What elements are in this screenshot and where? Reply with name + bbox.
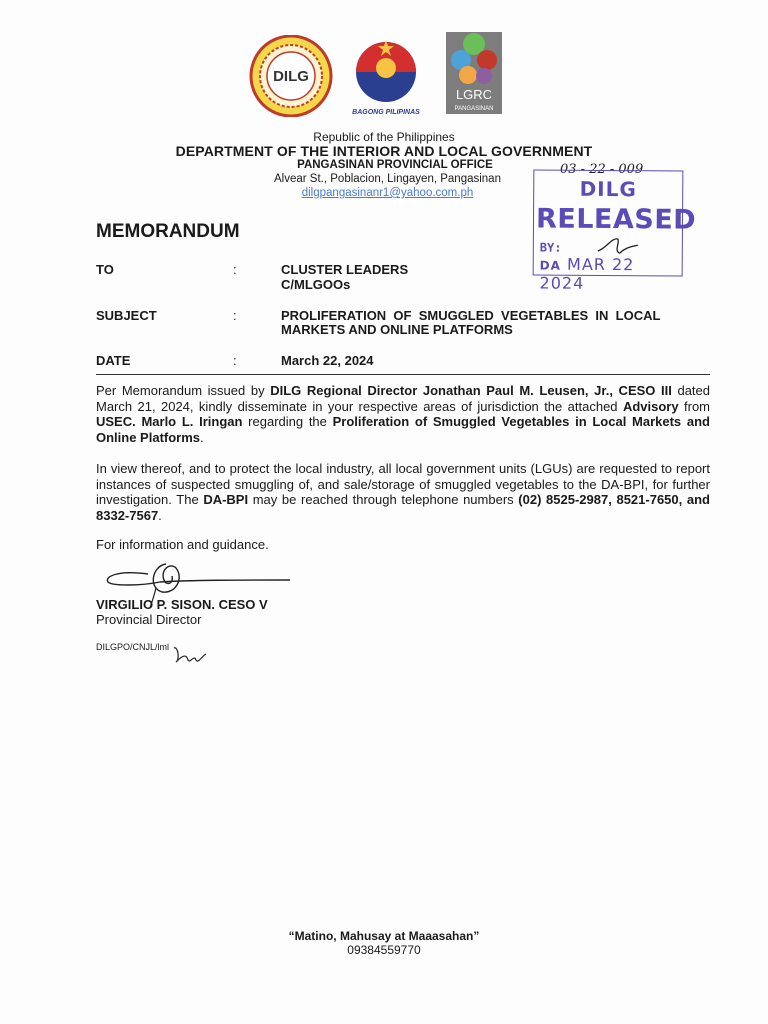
to-line-2: C/MLGOOs [281, 277, 351, 292]
stamp-initial-signature [594, 233, 644, 257]
reference-code: DILGPO/CNJL/lml [96, 642, 170, 652]
to-colon: : [233, 262, 237, 277]
provincial-office: PANGASINAN PROVINCIAL OFFICE [297, 159, 493, 171]
subject-line-2: MARKETS AND ONLINE PLATFORMS [281, 322, 513, 337]
subject-line-1: PROLIFERATION OF SMUGGLED VEGETABLES IN LOCAL [281, 308, 661, 323]
body-paragraph-3: For information and guidance. [96, 537, 269, 552]
signatory-title: Provincial Director [96, 612, 202, 627]
p2-phone-numbers: (02) 8525-2987, 8521-7650, and 8332-7567 [96, 492, 710, 523]
subject-colon: : [233, 308, 237, 323]
p1-advisory: Advisory [622, 398, 679, 414]
p1-text-3: from [678, 398, 710, 414]
body-paragraph-2 [96, 461, 710, 523]
stamp-date-label: DA [539, 258, 561, 273]
p1-text-2: dated March 21, 2024, kindly disseminate in your respective areas of jurisdiction the attached [96, 383, 711, 414]
stamp-date-value: MAR 22 2024 [539, 254, 635, 293]
initials-signature [170, 644, 210, 668]
handwritten-control-number: 03 - 22 - 009 [560, 162, 644, 177]
footer-motto: “Matino, Mahusay at Maaasahan” [288, 929, 480, 943]
stamp-org: DILG [579, 176, 637, 202]
memo-title: MEMORANDUM [96, 221, 240, 242]
department-name: DEPARTMENT OF THE INTERIOR AND LOCAL GOVERNMENT [175, 143, 593, 159]
footer-phone: 09384559770 [347, 943, 421, 957]
p2-text: In view thereof, and to protect the local industry, all local government units (LGUs) are requested to report instances of suspected smuggling of, and sale/storage of smuggled vegetables to the DA-BPI, for further investigation. The [96, 461, 710, 507]
republic-line: Republic of the Philippines [313, 130, 455, 144]
to-line-1: CLUSTER LEADERS [281, 262, 409, 277]
subject-label: SUBJECT [96, 308, 157, 323]
dilg-logo-text: DILG [273, 68, 309, 85]
lgrc-text: LGRC [455, 87, 493, 102]
p1-regional-director: DILG Regional Director Jonathan Paul M. Leusen, Jr., CESO III [270, 383, 672, 398]
stamp-status: RELEASED [535, 203, 697, 236]
office-email-link[interactable]: dilgpangasinanr1@yahoo.com.ph [301, 187, 474, 199]
bagong-pilipinas-logo [346, 38, 426, 118]
dilg-seal-logo [246, 35, 336, 117]
p2-da-bpi: DA-BPI [203, 492, 249, 507]
p1-usec: USEC. Marlo L. Iringan [96, 414, 243, 429]
lgrc-pangasinan-logo [444, 30, 504, 116]
to-label: TO [96, 262, 114, 277]
date-colon: : [233, 353, 237, 368]
header-divider [96, 374, 710, 375]
office-address: Alvear St., Poblacion, Lingayen, Pangasinan [274, 173, 501, 185]
lgrc-sub-text: PANGASINAN [454, 106, 494, 112]
body-paragraph-1 [96, 383, 710, 445]
stamp-date [540, 255, 682, 294]
date-label: DATE [96, 353, 131, 368]
p1-text: Per Memorandum issued by [96, 383, 271, 398]
memo-date: March 22, 2024 [281, 353, 374, 368]
released-stamp [533, 169, 697, 293]
signatory-name: VIRGILIO P. SISON. CESO V [96, 597, 268, 612]
p2-text-2: may be reached through telephone numbers [248, 492, 519, 507]
p2-period: . [158, 507, 162, 523]
p1-period: . [200, 429, 204, 445]
stamp-by-label: BY: [539, 240, 562, 255]
p1-text-4: regarding the [242, 414, 333, 429]
bagong-pilipinas-text: BAGONG PILIPINAS [352, 109, 420, 116]
p1-subject-ref: Proliferation of Smuggled Vegetables in Local Markets and Online Platforms [96, 414, 710, 445]
